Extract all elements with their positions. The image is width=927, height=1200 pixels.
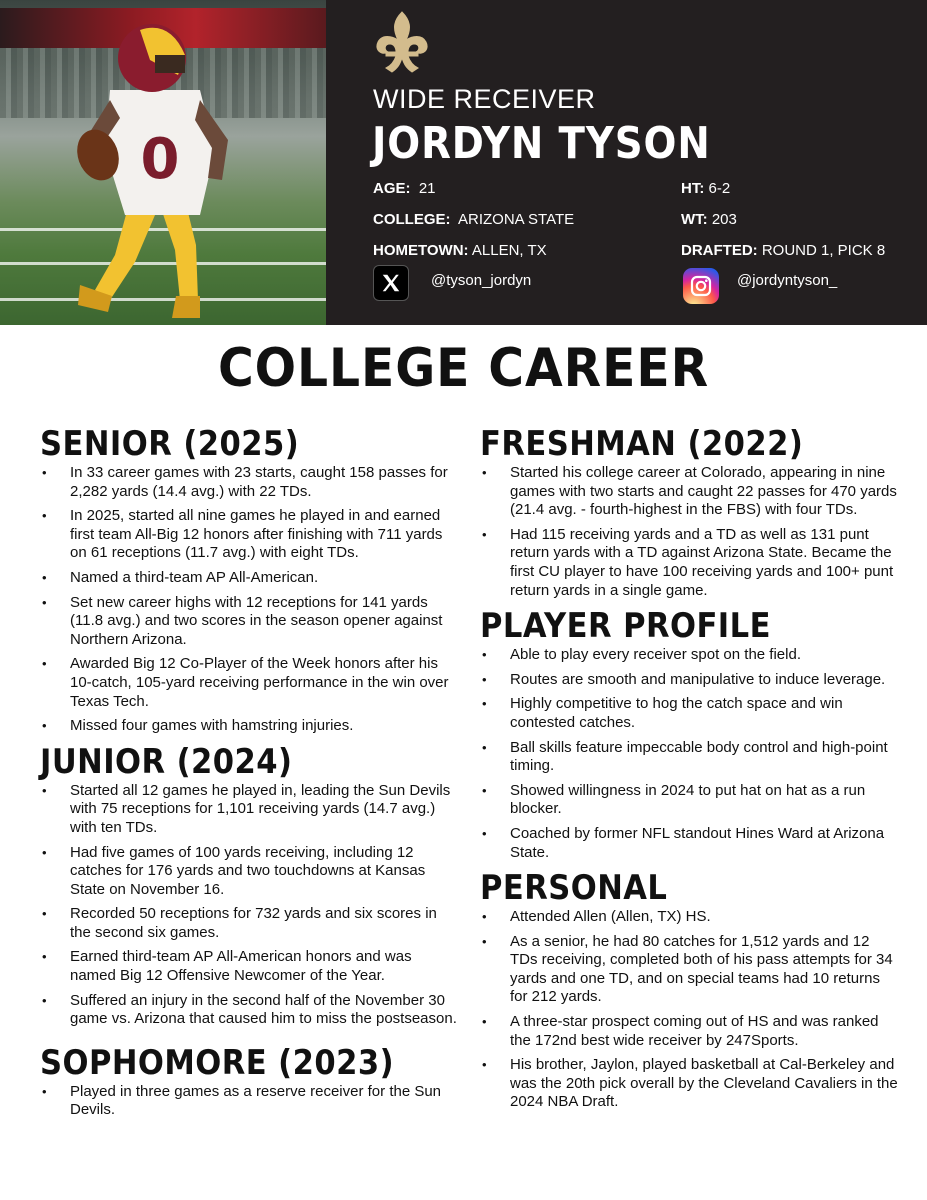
list-item: • Had 115 receiving yards and a TD as well as 131 punt return yards with a TD against Arizona State. Became the first CU player to have 100 receiving yards and 100+ punt return yards in a single game. <box>480 526 900 600</box>
hometown-value: ALLEN, TX <box>471 242 547 259</box>
freshman-list <box>480 464 900 600</box>
player-photo <box>0 0 326 325</box>
list-item: • Played in three games as a reserve receiver for the Sun Devils. <box>40 1083 460 1120</box>
drafted-value: ROUND 1, PICK 8 <box>761 242 886 259</box>
list-item: • Set new career highs with 12 receptions for 141 yards (11.8 avg.) and two scores in the season opener against Northern Arizona. <box>40 594 460 650</box>
instagram-handle[interactable]: @jordyntyson_ <box>737 272 838 289</box>
list-item: • A three-star prospect coming out of HS and was ranked the 172nd best wide receiver by 247Sports. <box>480 1013 900 1050</box>
hometown-label: HOMETOWN: <box>373 242 469 259</box>
list-item: • Started his college career at Colorado, appearing in nine games with two starts and caught 22 passes for 470 yards (21.4 avg. - fourth-highest in the FBS) with four TDs. <box>480 464 900 520</box>
junior-list <box>40 782 460 1029</box>
weight-value: 203 <box>711 211 737 228</box>
college-value: ARIZONA STATE <box>458 211 575 228</box>
left-column <box>40 424 460 1126</box>
drafted-label: DRAFTED: <box>681 242 758 259</box>
list-item: • Routes are smooth and manipulative to induce leverage. <box>480 671 900 690</box>
freshman-heading: FRESHMAN (2022) <box>480 424 804 464</box>
player-illustration <box>0 0 326 325</box>
list-item: • Started all 12 games he played in, leading the Sun Devils with 75 receptions for 1,101 receiving yards (14.7 avg.) with ten TDs. <box>40 782 460 838</box>
page-title: COLLEGE CAREER <box>217 338 710 399</box>
list-item: • Showed willingness in 2024 to put hat on hat as a run blocker. <box>480 782 900 819</box>
list-item: • As a senior, he had 80 catches for 1,512 yards and 12 TDs receiving, completed both of his pass attempts for 34 yards and one TD, and on special teams had 10 returns for 212 yards. <box>480 933 900 1007</box>
position-label: WIDE RECEIVER <box>373 84 596 114</box>
college-label: COLLEGE: <box>373 211 451 228</box>
height-value: 6-2 <box>708 180 731 197</box>
weight-label: WT: <box>681 211 708 228</box>
height-label: HT: <box>681 180 705 197</box>
list-item: • Highly competitive to hog the catch space and win contested catches. <box>480 695 900 732</box>
college-row <box>373 211 574 228</box>
sophomore-list <box>40 1083 460 1120</box>
right-column <box>480 424 900 1118</box>
profile-list <box>480 646 900 862</box>
x-icon[interactable] <box>373 265 409 301</box>
age-label: AGE: <box>373 180 411 197</box>
weight-row <box>681 211 737 228</box>
list-item: • Able to play every receiver spot on the field. <box>480 646 900 665</box>
senior-heading: SENIOR (2025) <box>40 424 300 464</box>
personal-list <box>480 908 900 1112</box>
list-item: • Awarded Big 12 Co-Player of the Week honors after his 10-catch, 105-yard receiving performance in the win over Texas Tech. <box>40 655 460 711</box>
list-item: • Missed four games with hamstring injuries. <box>40 717 460 736</box>
profile-heading: PLAYER PROFILE <box>480 606 771 647</box>
list-item: • Earned third-team AP All-American honors and was named Big 12 Offensive Newcomer of the Year. <box>40 948 460 985</box>
list-item: • Attended Allen (Allen, TX) HS. <box>480 908 900 927</box>
drafted-row <box>681 242 885 259</box>
list-item: • In 33 career games with 23 starts, caught 158 passes for 2,282 yards (14.4 avg.) with 22 TDs. <box>40 464 460 501</box>
list-item: • His brother, Jaylon, played basketball at Cal-Berkeley and was the 20th pick overall by the Cleveland Cavaliers in the 2024 NBA Draft. <box>480 1056 900 1112</box>
list-item: • Recorded 50 receptions for 732 yards and six scores in the second six games. <box>40 905 460 942</box>
list-item: • Named a third-team AP All-American. <box>40 569 460 588</box>
list-item: • Ball skills feature impeccable body control and high-point timing. <box>480 739 900 776</box>
list-item: • Suffered an injury in the second half of the November 30 game vs. Arizona that caused him to miss the postseason. <box>40 992 460 1029</box>
fleur-de-lis-logo <box>372 10 432 74</box>
junior-heading: JUNIOR (2024) <box>40 741 293 782</box>
age-value: 21 <box>418 180 436 197</box>
senior-list <box>40 464 460 736</box>
hometown-row <box>373 242 547 259</box>
age-row <box>373 180 436 197</box>
player-name: JORDYN TYSON <box>372 118 711 169</box>
list-item: • Coached by former NFL standout Hines Ward at Arizona State. <box>480 825 900 862</box>
header-banner <box>0 0 927 325</box>
x-handle[interactable]: @tyson_jordyn <box>431 272 532 289</box>
height-row <box>681 180 730 197</box>
list-item: • In 2025, started all nine games he played in and earned first team All-Big 12 honors after finishing with 711 yards on 61 receptions (11.7 avg.) with eight TDs. <box>40 507 460 563</box>
instagram-icon[interactable] <box>683 268 719 304</box>
personal-heading: PERSONAL <box>480 868 668 909</box>
list-item: • Had five games of 100 yards receiving, including 12 catches for 176 yards and two touchdowns at Kansas State on November 16. <box>40 844 460 900</box>
sophomore-heading: SOPHOMORE (2023) <box>40 1042 395 1083</box>
jersey-number: 0 <box>140 127 180 192</box>
